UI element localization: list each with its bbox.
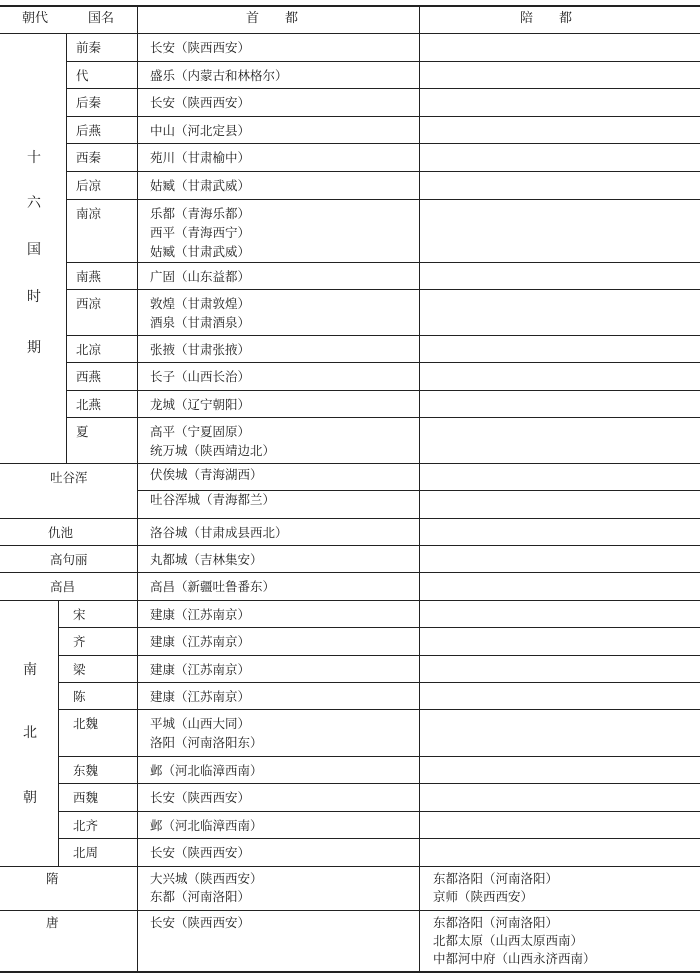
era-char: 南 — [23, 662, 37, 678]
row-rule — [58, 783, 700, 784]
state-name: 仇池 — [48, 525, 74, 540]
state-name: 北燕 — [76, 397, 102, 412]
capital-text: 邺（河北临漳西南） — [150, 818, 263, 833]
header-era: 朝代 — [22, 11, 49, 26]
era-char: 北 — [23, 725, 37, 741]
secondary-column-rule — [419, 5, 420, 971]
capital-text: 建康（江苏南京） — [150, 634, 251, 649]
state-name: 南凉 — [76, 206, 102, 221]
capital-text: 敦煌（甘肃敦煌） — [150, 296, 251, 311]
capital-text: 洛阳（河南洛阳东） — [150, 735, 263, 750]
state-name: 后秦 — [76, 95, 102, 110]
state-name: 西凉 — [76, 296, 102, 311]
row-rule — [66, 289, 700, 290]
state-name: 北凉 — [76, 342, 102, 357]
capital-column-rule — [137, 5, 138, 971]
era-char: 期 — [27, 340, 41, 356]
row-rule — [66, 199, 700, 200]
capital-text: 酒泉（甘肃酒泉） — [150, 315, 251, 330]
capital-text: 中山（河北定县） — [150, 123, 251, 138]
capital-text: 西平（青海西宁） — [150, 225, 251, 240]
row-rule — [58, 756, 700, 757]
state-name: 宋 — [73, 607, 86, 622]
capital-text: 高平（宁夏固原） — [150, 424, 251, 439]
header-capital: 首 都 — [246, 11, 299, 26]
capital-text: 平城（山西大同） — [150, 716, 251, 731]
row-rule — [66, 417, 700, 418]
header-secondary: 陪 都 — [520, 11, 573, 26]
table-bottom-rule — [0, 971, 700, 973]
row-rule — [0, 545, 700, 546]
capital-text: 长安（陕西西安） — [150, 845, 251, 860]
state-name: 隋 — [46, 871, 59, 886]
state-name: 后凉 — [76, 178, 102, 193]
capital-text: 广固（山东益都） — [150, 269, 251, 284]
state-name: 前秦 — [76, 40, 102, 55]
row-rule — [66, 335, 700, 336]
capital-text: 吐谷浑城（青海都兰） — [150, 492, 276, 507]
secondary-capital-text: 东都洛阳（河南洛阳） — [433, 915, 559, 930]
row-rule — [0, 463, 700, 464]
capital-text: 建康（江苏南京） — [150, 689, 251, 704]
row-rule — [58, 682, 700, 683]
state-name: 北齐 — [73, 818, 99, 833]
capital-text: 建康（江苏南京） — [150, 607, 251, 622]
row-rule — [58, 811, 700, 812]
capital-text: 乐都（青海乐都） — [150, 206, 251, 221]
state-name: 齐 — [73, 634, 86, 649]
capital-text: 姑臧（甘肃武威） — [150, 244, 251, 259]
state-name: 吐谷浑 — [50, 470, 88, 485]
state-name: 高昌 — [50, 579, 76, 594]
state-name: 代 — [76, 68, 89, 83]
header-state: 国名 — [88, 11, 115, 26]
capital-text: 龙城（辽宁朝阳） — [150, 397, 251, 412]
state-name: 后燕 — [76, 123, 102, 138]
state-name: 梁 — [73, 662, 86, 677]
state-name: 北周 — [73, 845, 99, 860]
row-rule — [66, 61, 700, 62]
state-name: 西魏 — [73, 790, 99, 805]
capital-text: 长安（陕西西安） — [150, 95, 251, 110]
capital-text: 苑川（甘肃榆中） — [150, 150, 251, 165]
row-rule — [66, 171, 700, 172]
era-char: 十 — [27, 150, 41, 166]
capital-text: 统万城（陕西靖边北） — [150, 443, 276, 458]
row-rule — [0, 600, 700, 601]
state-name: 西燕 — [76, 369, 102, 384]
capital-text: 盛乐（内蒙古和林格尔） — [150, 68, 288, 83]
row-rule — [66, 116, 700, 117]
table-top-rule — [0, 5, 700, 7]
state-name: 东魏 — [73, 763, 99, 778]
capital-text: 长安（陕西西安） — [150, 40, 251, 55]
capital-text: 高昌（新疆吐鲁番东） — [150, 579, 276, 594]
era-char: 朝 — [23, 790, 37, 806]
row-rule — [66, 362, 700, 363]
state-name: 北魏 — [73, 716, 99, 731]
capital-text: 伏俟城（青海湖西） — [150, 467, 263, 482]
capital-text: 洛谷城（甘肃成县西北） — [150, 525, 288, 540]
era-char: 时 — [27, 289, 41, 305]
state-column-rule — [58, 600, 59, 866]
state-name: 夏 — [76, 424, 89, 439]
capital-text: 姑臧（甘肃武威） — [150, 178, 251, 193]
state-name: 陈 — [73, 689, 86, 704]
state-name: 西秦 — [76, 150, 102, 165]
capital-text: 东都（河南洛阳） — [150, 889, 251, 904]
row-rule — [58, 838, 700, 839]
row-rule — [66, 88, 700, 89]
capital-text: 长安（陕西西安） — [150, 915, 251, 930]
capital-text: 张掖（甘肃张掖） — [150, 342, 251, 357]
row-rule — [66, 390, 700, 391]
row-rule — [0, 572, 700, 573]
capital-text: 长安（陕西西安） — [150, 790, 251, 805]
row-rule — [58, 709, 700, 710]
capital-text: 长子（山西长治） — [150, 369, 251, 384]
state-name: 南燕 — [76, 269, 102, 284]
era-char: 六 — [27, 195, 41, 211]
row-rule — [0, 518, 700, 519]
row-rule — [0, 910, 700, 911]
era-char: 国 — [27, 242, 41, 258]
row-rule — [0, 866, 700, 867]
capital-text: 建康（江苏南京） — [150, 662, 251, 677]
capital-text: 大兴城（陕西西安） — [150, 871, 263, 886]
secondary-capital-text: 北都太原（山西太原西南） — [433, 933, 584, 948]
secondary-capital-text: 东都洛阳（河南洛阳） — [433, 871, 559, 886]
state-name: 唐 — [46, 915, 59, 930]
state-column-rule — [66, 33, 67, 463]
row-rule — [66, 143, 700, 144]
row-rule — [66, 262, 700, 263]
capital-text: 丸都城（吉林集安） — [150, 552, 263, 567]
row-rule — [58, 627, 700, 628]
capital-text: 邺（河北临漳西南） — [150, 763, 263, 778]
secondary-capital-text: 中都河中府（山西永济西南） — [433, 951, 596, 966]
secondary-capital-text: 京师（陕西西安） — [433, 889, 534, 904]
header-rule — [0, 33, 700, 34]
row-rule — [58, 655, 700, 656]
state-name: 高句丽 — [50, 552, 88, 567]
